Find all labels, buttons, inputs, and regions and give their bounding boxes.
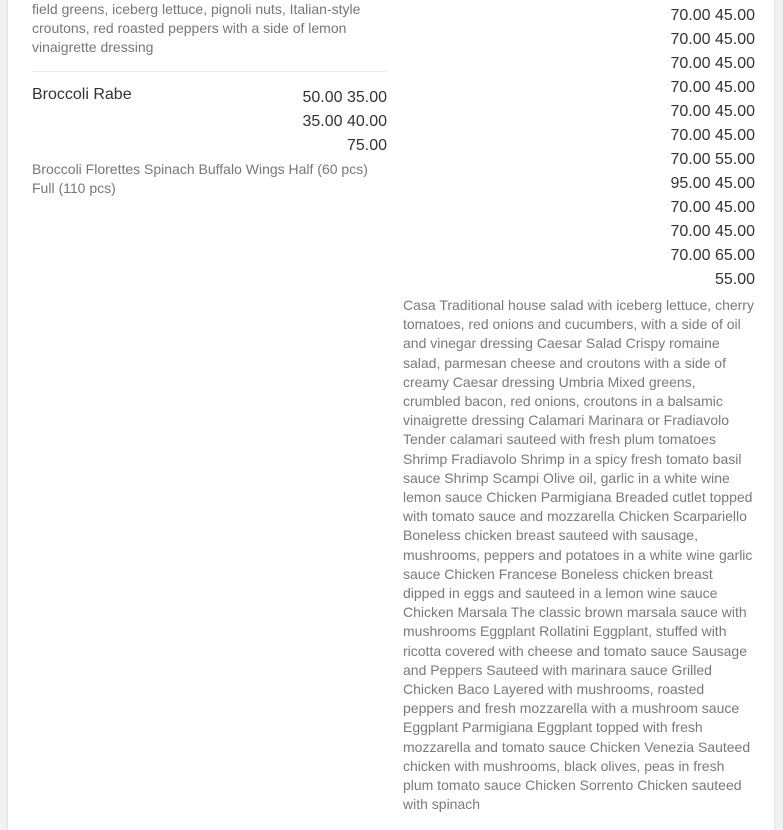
price-line: 75.00 bbox=[346, 136, 387, 154]
price-line: 70.00 65.00 bbox=[670, 247, 755, 264]
price-line: 55.00 bbox=[714, 271, 755, 288]
price-line: 70.00 45.00 bbox=[670, 55, 755, 72]
price-list bbox=[403, 0, 755, 292]
menu-page bbox=[8, 0, 774, 830]
price-line: 70.00 45.00 bbox=[670, 223, 755, 240]
price-line: 95.00 45.00 bbox=[670, 175, 755, 192]
price-line: 70.00 45.00 bbox=[670, 127, 755, 144]
price-line: 70.00 45.00 bbox=[670, 31, 755, 48]
item-prices bbox=[187, 86, 387, 158]
price-line: 35.00 40.00 bbox=[302, 112, 387, 130]
previous-item-description: field greens, iceberg lettuce, pignoli nuts, Italian-style croutons, red roasted peppers with a side of lemon vinaigrette dressing bbox=[32, 1, 361, 56]
right-column bbox=[403, 0, 755, 814]
price-line: 70.00 45.00 bbox=[670, 7, 755, 24]
price-line: 70.00 55.00 bbox=[670, 151, 755, 168]
item-divider bbox=[32, 71, 387, 72]
price-line: 70.00 45.00 bbox=[670, 199, 755, 216]
price-line: 70.00 45.00 bbox=[670, 103, 755, 120]
price-line: 70.00 45.00 bbox=[670, 79, 755, 96]
menu-items-description: Casa Traditional house salad with iceberg lettuce, cherry tomatoes, red onions and cucumbers, with a side of oil and vinegar dressing Caesar Salad Crispy romaine salad, parmesan cheese and croutons with a side of creamy Caesar dressing Umbria Mixed greens, crumbled bacon, red onions, croutons in a balsamic vinaigrette dressing Calamari Marinara or Fradiavolo Tender calamari sauteed with fresh plum tomatoes Shrimp Fradiavolo Shrimp in a spicy fresh tomato basil sauce Shrimp Scampi Olive oil, garlic in a white wine lemon sauce Chicken Parmigiana Breaded cutlet topped with tomato sauce and mozzarella Chicken Scarpariello Boneless chicken breast sauteed with sausage, mushrooms, peppers and potatoes in a white wine garlic sauce Chicken Francese Boneless chicken breast dipped in eggs and sauteed in a lemon wine sauce Chicken Marsala The classic brown marsala sauce with mushrooms Eggplant Rollatini Eggplant, stuffed with ricotta covered with cheese and tomato sauce Sausage and Peppers Sauteed with marinara sauce Grilled Chicken Baco Layered with mushrooms, roasted peppers and fresh mozzarella with a mushroom sauce Eggplant Parmigiana Eggplant topped with fresh mozzarella and tomato sauce Chicken Venezia Sauteed chicken with mushrooms, black olives, peas in fresh plum tomato sauce Chicken Sorrento Chicken sauteed with spinach bbox=[403, 297, 754, 813]
item-description: Broccoli Florettes Spinach Buffalo Wings Half (60 pcs) Full (110 pcs) bbox=[32, 160, 368, 196]
menu-item-broccoli-rabe bbox=[32, 86, 387, 158]
price-line: 50.00 35.00 bbox=[302, 88, 387, 106]
left-column bbox=[32, 0, 387, 198]
item-name: Broccoli Rabe bbox=[32, 85, 132, 103]
